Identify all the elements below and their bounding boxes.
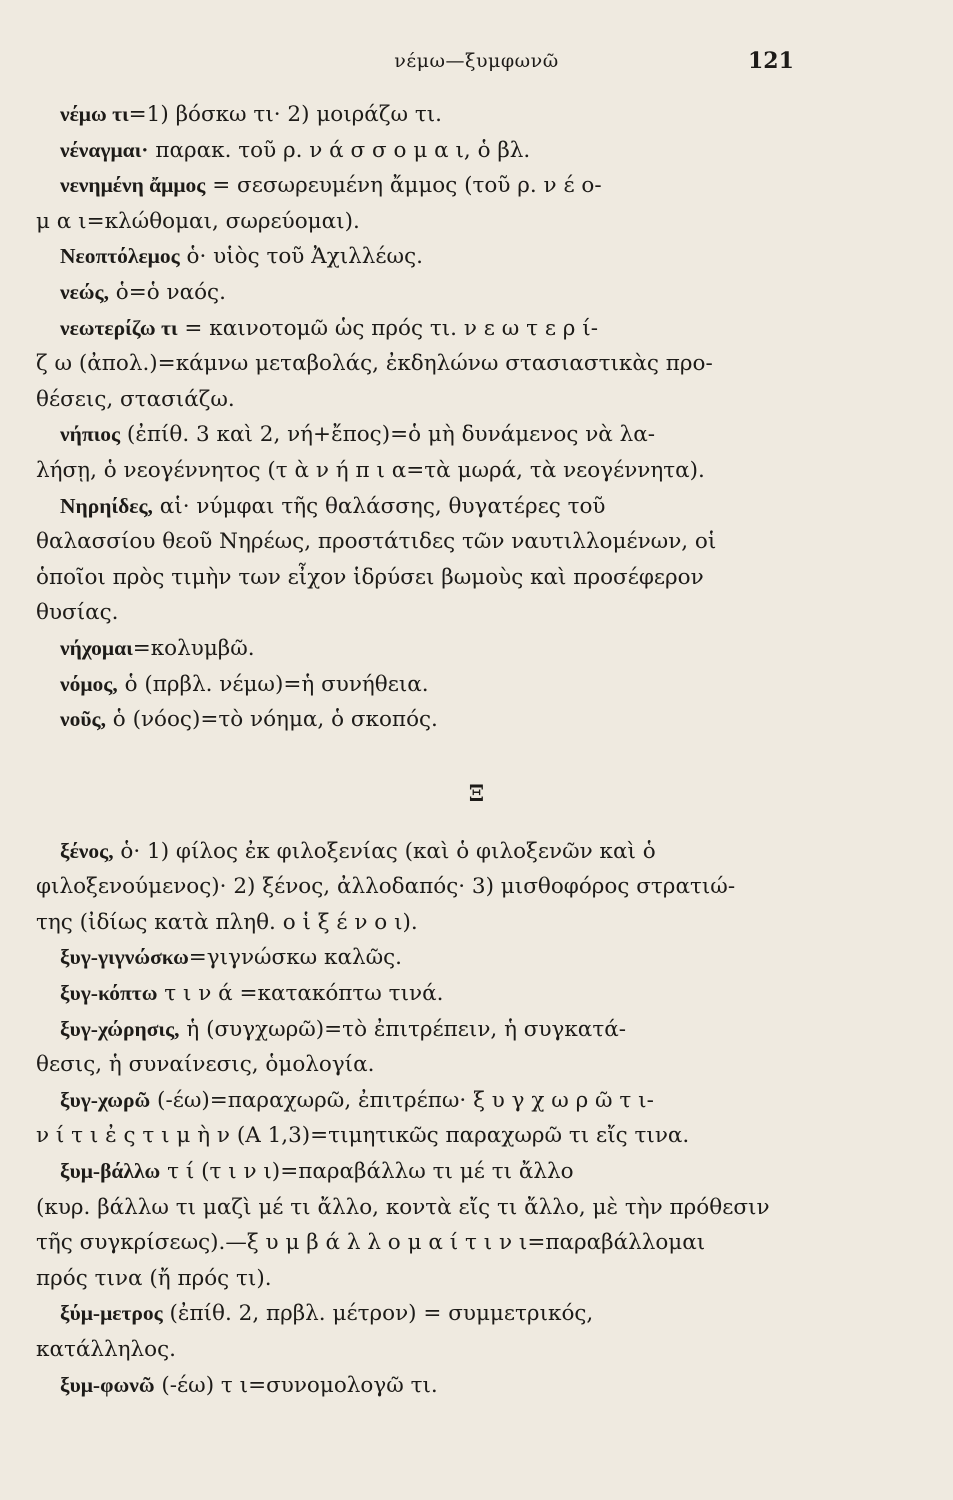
page-number: 121 <box>748 48 794 74</box>
entry-line <box>0 667 953 703</box>
entry-text: ἡ (συγχωρῶ)=τὸ ἐπιτρέπειν, ἡ συγκατά- <box>179 1016 627 1042</box>
entry-line <box>0 168 953 204</box>
entry-text: =γιγνώσκω καλῶς. <box>188 945 403 971</box>
entry-line <box>0 595 953 631</box>
entry-line <box>0 346 953 382</box>
entry-text: =κολυμβῶ. <box>132 635 255 661</box>
entry-line <box>0 940 953 976</box>
entry-line <box>0 869 953 905</box>
entry-text: παρακ. τοῦ ρ. ν ά σ σ ο μ α ι, ὁ βλ. <box>148 137 531 163</box>
headword: νεωτερίζω τι <box>60 315 178 340</box>
entry-line <box>0 1154 953 1190</box>
headword: νέναγμαι· <box>60 137 149 162</box>
entry-text: ν ί τ ι ἐ ς τ ι μ ὴ ν (Α 1,3)=τιμητικῶς παραχωρῶ τι εἴς τινα. <box>36 1123 690 1149</box>
entry-line <box>0 204 953 240</box>
entry-text: λήσῃ, ὁ νεογέννητος (τ ὰ ν ή π ι α=τὰ μωρά, τὰ νεογέννητα). <box>36 457 705 483</box>
entry-text: ὁ=ὁ ναός. <box>108 279 226 305</box>
entry-text: θυσίας. <box>36 600 119 626</box>
entry-line <box>0 560 953 596</box>
section-spacer <box>0 738 953 774</box>
entry-text: τ ί (τ ι ν ι)=παραβάλλω τι μέ τι ἄλλο <box>160 1159 574 1185</box>
headword: νεώς, <box>60 279 109 304</box>
entry-line <box>0 133 953 169</box>
entry-line <box>0 905 953 941</box>
entry-text: = καινοτομῶ ὡς πρός τι. ν ε ω τ ε ρ ί- <box>177 315 598 341</box>
entry-line <box>0 382 953 418</box>
entry-text: ὁ (πρβλ. νέμω)=ἡ συνήθεια. <box>117 671 429 697</box>
entry-line <box>0 1368 953 1404</box>
entry-line <box>0 976 953 1012</box>
headword: ξυγ-χώρησις, <box>60 1016 180 1041</box>
entry-line <box>0 1047 953 1083</box>
entry-line <box>0 524 953 560</box>
headword: νήπιος <box>60 422 121 447</box>
headword: ξύμ-μετρος <box>60 1301 163 1326</box>
entry-line <box>0 1296 953 1332</box>
headword: ξυμ-βάλλω <box>60 1159 161 1184</box>
headword: ξυγ-γιγνώσκω <box>60 945 189 970</box>
entry-line <box>0 1118 953 1154</box>
headword: ξυμ-φωνῶ <box>60 1372 155 1397</box>
entry-line <box>0 631 953 667</box>
entry-text: μ α ι=κλώθομαι, σωρεύομαι). <box>36 208 360 234</box>
entry-line <box>0 1190 953 1226</box>
headword: Νεοπτόλεμος <box>60 244 180 269</box>
entry-text: ὁ (νόος)=τὸ νόημα, ὁ σκοπός. <box>105 707 438 733</box>
entry-text: ὁ· υἱὸς τοῦ Ἀχιλλέως. <box>179 244 423 270</box>
entry-text: θαλασσίου θεοῦ Νηρέως, προστάτιδες τῶν ναυτιλλομένων, οἱ <box>36 529 717 555</box>
headword: νόμος, <box>60 671 118 696</box>
entry-line <box>0 702 953 738</box>
entry-text: (ἐπίθ. 3 καὶ 2, νή+ἔπος)=ὁ μὴ δυνάμενος νὰ λα- <box>120 422 656 448</box>
entry-text: ὁ· 1) φίλος ἐκ φιλοξενίας (καὶ ὁ φιλοξενῶν καὶ ὁ <box>113 838 656 864</box>
entry-line <box>0 239 953 275</box>
entry-line <box>0 489 953 525</box>
entry-text: πρός τινα (ἤ πρός τι). <box>36 1265 272 1291</box>
entry-line <box>0 1083 953 1119</box>
entry-text: τῆς συγκρίσεως).—ξ υ μ β ά λ λ ο μ α ί τ ι ν ι=παραβάλλομαι <box>36 1230 706 1256</box>
headword: ξυγ-κόπτω <box>60 981 158 1006</box>
entry-text: (-έω)=παραχωρῶ, ἐπιτρέπω· ξ υ γ χ ω ρ ῶ τ ι- <box>150 1087 654 1113</box>
entry-line <box>0 1332 953 1368</box>
entry-line <box>0 1225 953 1261</box>
entry-line <box>0 1261 953 1297</box>
entry-text: θέσεις, στασιάζω. <box>36 386 235 412</box>
entry-line <box>0 417 953 453</box>
headword: ξυγ-χωρῶ <box>60 1087 151 1112</box>
entry-text: αἱ· νύμφαι τῆς θαλάσσης, θυγατέρες τοῦ <box>152 493 606 519</box>
entry-line <box>0 97 953 133</box>
running-head: νέμω—ξυμφωνῶ <box>394 50 559 72</box>
entry-line <box>0 834 953 870</box>
headword: νέμω τι <box>60 102 129 126</box>
entry-text: = σεσωρευμένη ἄμμος (τοῦ ρ. ν έ ο- <box>205 173 602 199</box>
entry-text: κατάλληλος. <box>36 1337 176 1362</box>
entry-line <box>0 275 953 311</box>
entry-text: ὁποῖοι πρὸς τιμὴν των εἶχον ἱδρύσει βωμοὺς καὶ προσέφερον <box>36 564 704 590</box>
entry-line <box>0 1012 953 1048</box>
entry-text: (ἐπίθ. 2, πρβλ. μέτρον) = συμμετρικός, <box>162 1301 594 1327</box>
entry-text: θεσις, ἡ συναίνεσις, ὁμολογία. <box>36 1052 375 1078</box>
entry-line <box>0 311 953 347</box>
entry-text: =1) βόσκω τι· 2) μοιράζω τι. <box>128 102 443 127</box>
entry-text: φιλοξενούμενος)· 2) ξένος, ἀλλοδαπός· 3) μισθοφόρος στρατιώ- <box>36 874 736 900</box>
section-spacer <box>0 814 953 834</box>
entry-text: (κυρ. βάλλω τι μαζὶ μέ τι ἄλλο, κοντὰ εἴς τι ἄλλο, μὲ τὴν πρόθεσιν <box>36 1194 770 1220</box>
headword: νοῦς, <box>60 707 106 732</box>
headword: νήχομαι <box>60 635 133 660</box>
headword: Νηρηίδες, <box>60 493 153 518</box>
entry-text: τ ι ν ά =κατακόπτω τινά. <box>157 981 444 1007</box>
headword: νενημένη ἄμμος <box>60 173 206 198</box>
section-letter: Ξ <box>468 780 485 807</box>
entry-text: της (ἰδίως κατὰ πληθ. ο ἱ ξ έ ν ο ι). <box>36 909 418 935</box>
headword: ξένος, <box>60 838 114 863</box>
entries <box>0 97 953 1403</box>
entry-line <box>0 453 953 489</box>
entry-text: ζ ω (ἀπολ.)=κάμνω μεταβολάς, ἐκδηλώνω στασιαστικὰς προ- <box>36 351 713 377</box>
entry-text: (-έω) τ ι=συνομολογῶ τι. <box>154 1372 438 1398</box>
